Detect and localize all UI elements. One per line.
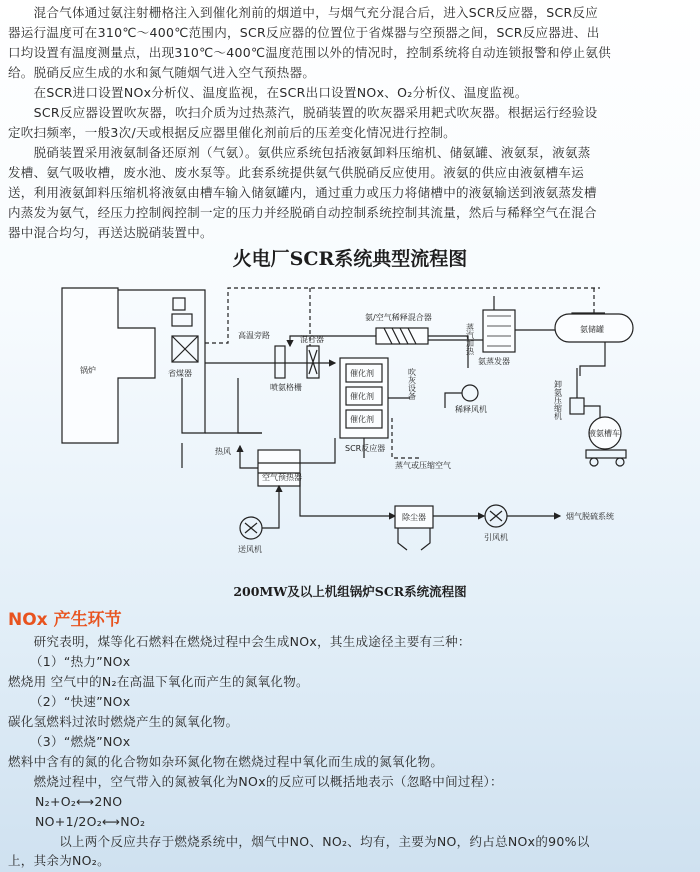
label-boiler: 锅炉 bbox=[80, 366, 96, 375]
item-number: （1） bbox=[30, 654, 64, 669]
label-storage-tank: 氨储罐 bbox=[580, 325, 604, 334]
label-hp-bypass: 高温旁路 bbox=[238, 331, 270, 340]
label-compressor: 卸氨压缩机 bbox=[553, 380, 563, 420]
label-dust-collector: 除尘器 bbox=[402, 513, 426, 522]
text-line: 定吹扫频率，一般3次/天或根据反应器里催化剂前后的压差变化情况进行控制。 bbox=[8, 125, 456, 140]
conclusion-line-1: 以上两个反应共存于燃烧系统中，烟气中NO、NO₂、均有，主要为NO，约占总NOx的90%以 bbox=[8, 834, 590, 849]
text-line: SCR反应器设置吹灰器，吹扫介质为过热蒸汽，脱硝装置的吹灰器采用耙式吹灰器。根据运行经验设 bbox=[8, 105, 598, 120]
nox-item-1-title bbox=[30, 652, 131, 671]
label-tanker: 液氨槽车 bbox=[588, 429, 620, 438]
label-id-fan: 引风机 bbox=[484, 533, 508, 542]
ammonia-grid-symbol bbox=[275, 346, 285, 378]
nox-item-2-title bbox=[30, 692, 131, 711]
label-fgd: 烟气脱硫系统 bbox=[566, 512, 614, 521]
conclusion-line-2: 上，其余为NO₂。 bbox=[8, 853, 110, 868]
text-line: 口均设置有温度测量点，出现310℃～400℃温度范围以外的情况时，控制系统将自动连锁报警和停止氨供 bbox=[8, 45, 611, 60]
label-soot-blower: 吹灰设备 bbox=[407, 368, 417, 400]
text-line: 送，利用液氨卸料压缩机将液氨由槽车输入储氨罐内，通过重力或压力将储槽中的液氨输送到液氨蒸发槽 bbox=[8, 185, 597, 200]
reaction-intro: 燃烧过程中，空气带入的氮被氧化为NOx的反应可以概括地表示（忽略中间过程）： bbox=[8, 774, 503, 789]
nox-item-1-desc: 燃烧用 空气中的N₂在高温下氧化而产生的氮氧化物。 bbox=[8, 674, 309, 689]
label-steam-heat: 蒸汽加热 bbox=[465, 323, 475, 355]
scr-flow-diagram bbox=[0, 268, 700, 578]
nox-item-3-desc: 燃料中含有的氮的化合物如杂环氮化物在燃烧过程中氧化而生成的氮氧化物。 bbox=[8, 754, 444, 769]
label-catalyst-1: 催化剂 bbox=[350, 369, 374, 378]
item-name: “热力”NOx bbox=[63, 654, 131, 669]
label-mixer: 混合器 bbox=[300, 335, 324, 344]
intro-paragraph-2: 在SCR进口设置NOx分析仪、温度监视，在SCR出口设置NOx、O₂分析仪、温度监视。 bbox=[8, 85, 528, 100]
text-line: 内蒸发为氨气，经压力控制阀控制一定的压力并经脱硝自动控制系统控制其流量，然后与稀释空气在混合 bbox=[8, 205, 597, 220]
nox-item-2-desc: 碳化氢燃料过浓时燃烧产生的氮氧化物。 bbox=[8, 714, 239, 729]
label-catalyst-2: 催化剂 bbox=[350, 392, 374, 401]
label-air-preheater: 空气预热器 bbox=[262, 473, 302, 482]
text-line: 器运行温度可在310℃～400℃范围内，SCR反应器的位置位于省煤器与空预器之间，SCR反应器进、出 bbox=[8, 25, 600, 40]
label-steam-or-air: 蒸气或压缩空气 bbox=[395, 461, 451, 470]
diagram-title: 火电厂SCR系统典型流程图 bbox=[232, 248, 468, 270]
boiler-inner-box bbox=[173, 298, 185, 310]
dilution-mixer bbox=[376, 328, 428, 344]
text-line: 混合气体通过氨注射栅格注入到催化剂前的烟道中，与烟气充分混合后，进入SCR反应器，SCR反应 bbox=[8, 5, 599, 20]
boiler-shape bbox=[62, 288, 155, 443]
text-line: 给。脱硝反应生成的水和氮气随烟气进入空气预热器。 bbox=[8, 65, 316, 80]
nox-item-3-title bbox=[30, 732, 131, 751]
label-fd-fan: 送风机 bbox=[238, 545, 262, 554]
label-catalyst-3: 催化剂 bbox=[350, 415, 374, 424]
item-number: （2） bbox=[30, 694, 64, 709]
item-name: “快速”NOx bbox=[63, 694, 131, 709]
label-dilution-fan: 稀释风机 bbox=[455, 405, 487, 414]
label-scr-reactor: SCR反应器 bbox=[345, 444, 386, 453]
label-economizer: 省煤器 bbox=[168, 369, 192, 378]
label-evaporator: 氨蒸发器 bbox=[478, 357, 510, 366]
nox-section-heading: NOx 产生环节 bbox=[8, 610, 122, 630]
label-ammonia-grid: 喷氨格栅 bbox=[270, 383, 302, 392]
text-line: 发槽、氨气吸收槽，废水池、废水泵等。此套系统提供氨气供脱硝反应使用。液氨的供应由液氨槽车运 bbox=[8, 165, 585, 180]
diagram-caption: 200MW及以上机组锅炉SCR系统流程图 bbox=[233, 584, 467, 599]
equation-1: N₂+O₂⟷2NO bbox=[35, 794, 123, 809]
text-line: 脱硝装置采用液氨制备还原剂（气氨）。氨供应系统包括液氨卸料压缩机、储氨罐、液氨泵，液氨蒸 bbox=[8, 145, 591, 160]
dilution-fan-symbol bbox=[462, 385, 478, 401]
item-number: （3） bbox=[30, 734, 64, 749]
equation-2: NO+1/2O₂⟷NO₂ bbox=[35, 814, 146, 829]
item-name: “燃烧”NOx bbox=[63, 734, 131, 749]
label-dilution-mixer: 氨/空气稀释混合器 bbox=[365, 313, 432, 322]
compressor-symbol bbox=[570, 398, 584, 414]
nox-intro: 研究表明，煤等化石燃料在燃烧过程中会生成NOx，其生成途径主要有三种： bbox=[8, 634, 471, 649]
text-line: 器中混合均匀，再送达脱硝装置中。 bbox=[8, 225, 213, 240]
label-hot-air: 热风 bbox=[215, 447, 231, 456]
